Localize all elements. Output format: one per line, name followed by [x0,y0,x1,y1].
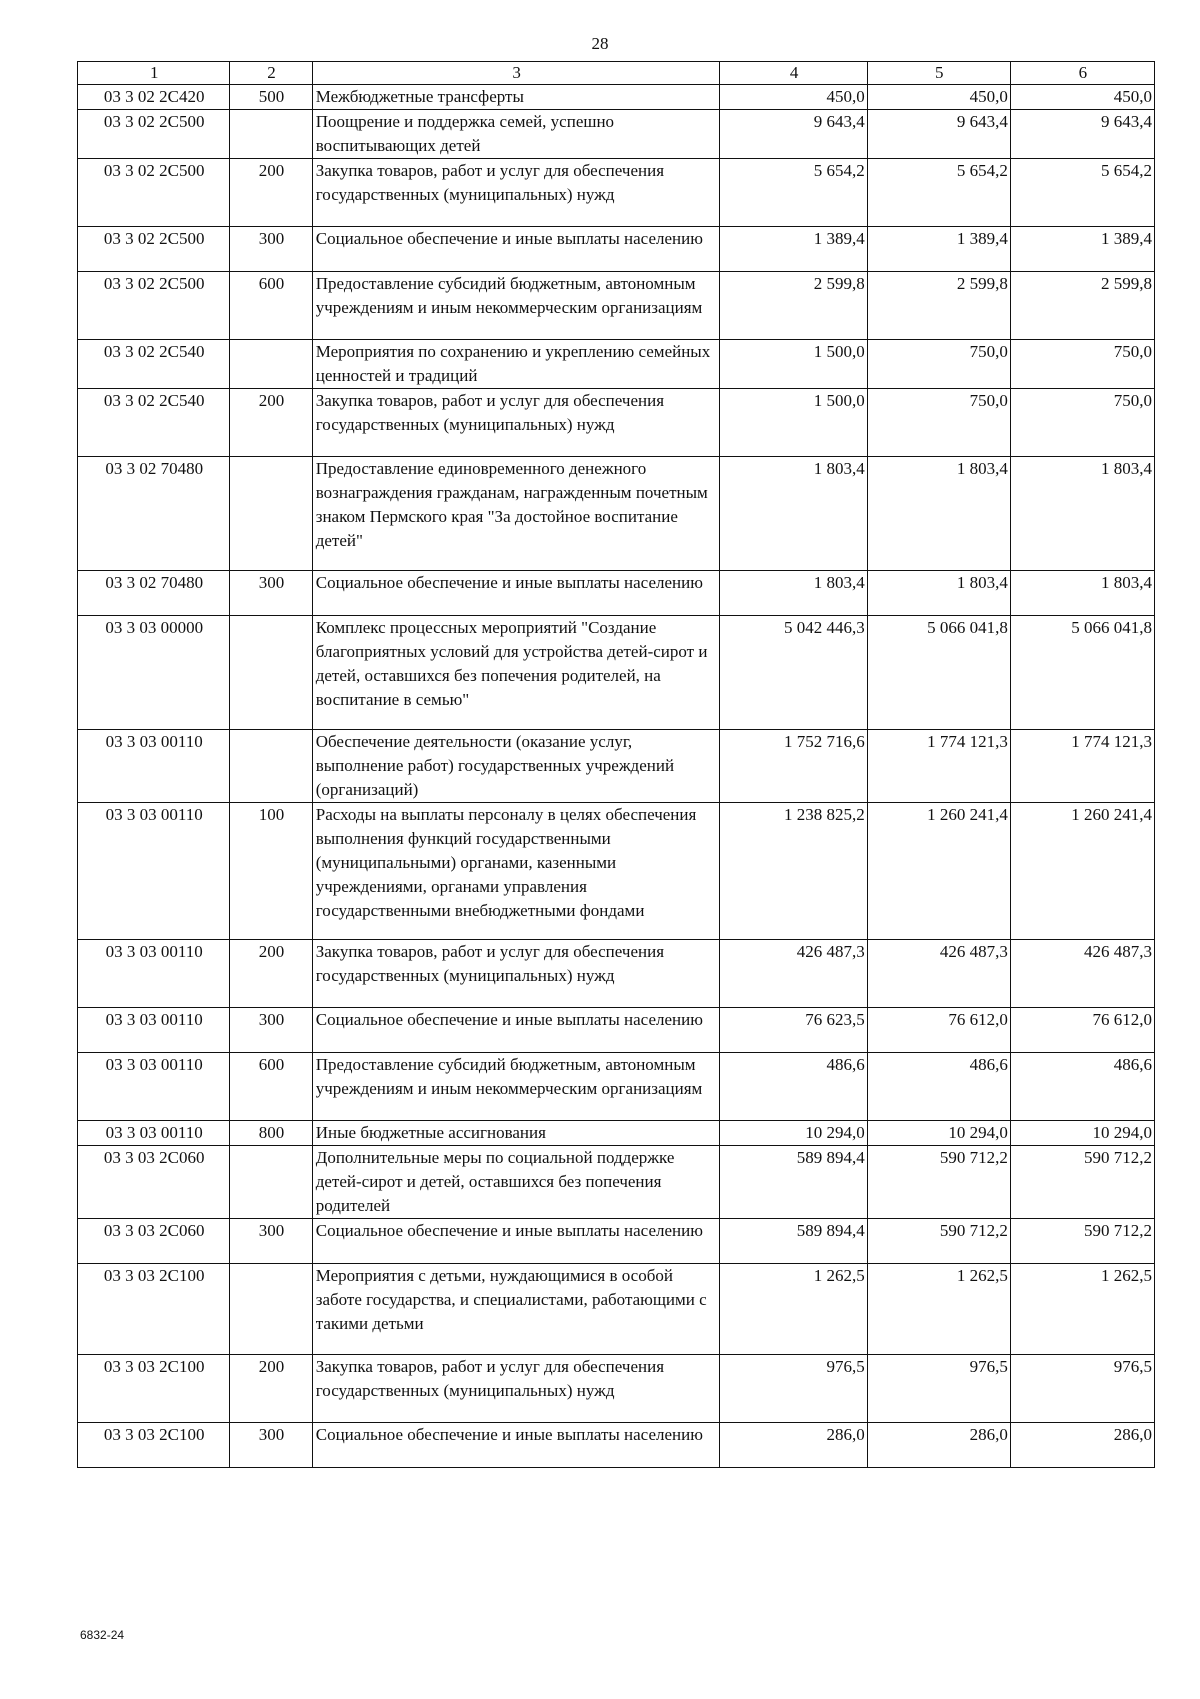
amount-col6-cell: 750,0 [1010,389,1154,457]
amount-col4-cell: 2 599,8 [720,272,867,340]
amount-col6-cell: 590 712,2 [1010,1146,1154,1219]
table-row [78,110,1155,159]
amount-col5-cell: 750,0 [867,389,1010,457]
amount-col5-cell: 1 389,4 [867,227,1010,272]
amount-col6-cell: 450,0 [1010,85,1154,110]
amount-col5-cell: 590 712,2 [867,1146,1010,1219]
amount-col6-cell: 426 487,3 [1010,940,1154,1008]
budget-code-cell: 03 3 02 2С540 [78,389,230,457]
expense-type-cell: 600 [230,272,312,340]
item-name-cell: Расходы на выплаты персоналу в целях обеспечения выполнения функций государственными (муниципальными) органами, казенными учреждениями, органами управления государственными внебюджетными фондами [312,803,720,940]
column-header: 2 [230,62,312,85]
amount-col5-cell: 2 599,8 [867,272,1010,340]
table-row [78,159,1155,227]
amount-col6-cell: 590 712,2 [1010,1219,1154,1264]
column-header: 6 [1010,62,1154,85]
amount-col4-cell: 286,0 [720,1423,867,1468]
amount-col4-cell: 76 623,5 [720,1008,867,1053]
expense-type-cell: 300 [230,227,312,272]
table-row [78,227,1155,272]
amount-col6-cell: 10 294,0 [1010,1121,1154,1146]
amount-col5-cell: 76 612,0 [867,1008,1010,1053]
amount-col6-cell: 1 260 241,4 [1010,803,1154,940]
amount-col5-cell: 750,0 [867,340,1010,389]
amount-col6-cell: 750,0 [1010,340,1154,389]
amount-col4-cell: 9 643,4 [720,110,867,159]
budget-code-cell: 03 3 03 2С060 [78,1219,230,1264]
expense-type-cell: 300 [230,571,312,616]
budget-code-cell: 03 3 03 00110 [78,803,230,940]
table-row [78,1423,1155,1468]
expense-type-cell [230,1264,312,1355]
item-name-cell: Социальное обеспечение и иные выплаты населению [312,1008,720,1053]
table-row [78,340,1155,389]
amount-col4-cell: 1 803,4 [720,457,867,571]
expense-type-cell [230,340,312,389]
amount-col6-cell: 1 803,4 [1010,457,1154,571]
table-row [78,1008,1155,1053]
amount-col6-cell: 2 599,8 [1010,272,1154,340]
expense-type-cell: 300 [230,1219,312,1264]
amount-col5-cell: 1 774 121,3 [867,730,1010,803]
expense-type-cell [230,110,312,159]
expense-type-cell [230,1146,312,1219]
item-name-cell: Межбюджетные трансферты [312,85,720,110]
budget-code-cell: 03 3 03 2С100 [78,1264,230,1355]
table-row [78,1146,1155,1219]
document-code: 6832-24 [80,1628,125,1642]
budget-table [77,61,1155,1468]
expense-type-cell: 200 [230,389,312,457]
amount-col6-cell: 1 389,4 [1010,227,1154,272]
item-name-cell: Поощрение и поддержка семей, успешно воспитывающих детей [312,110,720,159]
expense-type-cell: 800 [230,1121,312,1146]
amount-col4-cell: 450,0 [720,85,867,110]
item-name-cell: Обеспечение деятельности (оказание услуг, выполнение работ) государственных учреждений (организаций) [312,730,720,803]
budget-code-cell: 03 3 02 2С500 [78,110,230,159]
amount-col5-cell: 9 643,4 [867,110,1010,159]
item-name-cell: Мероприятия по сохранению и укреплению семейных ценностей и традиций [312,340,720,389]
table-row [78,940,1155,1008]
budget-code-cell: 03 3 02 2С540 [78,340,230,389]
budget-code-cell: 03 3 03 00110 [78,940,230,1008]
item-name-cell: Социальное обеспечение и иные выплаты населению [312,571,720,616]
table-row [78,1219,1155,1264]
amount-col4-cell: 1 262,5 [720,1264,867,1355]
item-name-cell: Закупка товаров, работ и услуг для обеспечения государственных (муниципальных) нужд [312,1355,720,1423]
amount-col5-cell: 5 066 041,8 [867,616,1010,730]
item-name-cell: Закупка товаров, работ и услуг для обеспечения государственных (муниципальных) нужд [312,940,720,1008]
table-row [78,457,1155,571]
item-name-cell: Мероприятия с детьми, нуждающимися в особой заботе государства, и специалистами, работающими с такими детьми [312,1264,720,1355]
expense-type-cell: 100 [230,803,312,940]
expense-type-cell: 500 [230,85,312,110]
item-name-cell: Социальное обеспечение и иные выплаты населению [312,1423,720,1468]
table-row [78,1121,1155,1146]
budget-code-cell: 03 3 03 00110 [78,1053,230,1121]
amount-col4-cell: 976,5 [720,1355,867,1423]
item-name-cell: Предоставление субсидий бюджетным, автономным учреждениям и иным некоммерческим организациям [312,272,720,340]
expense-type-cell: 300 [230,1008,312,1053]
item-name-cell: Иные бюджетные ассигнования [312,1121,720,1146]
table-row [78,272,1155,340]
budget-code-cell: 03 3 03 2С100 [78,1423,230,1468]
amount-col6-cell: 1 803,4 [1010,571,1154,616]
amount-col5-cell: 426 487,3 [867,940,1010,1008]
amount-col4-cell: 1 500,0 [720,340,867,389]
amount-col4-cell: 1 752 716,6 [720,730,867,803]
item-name-cell: Социальное обеспечение и иные выплаты населению [312,1219,720,1264]
table-row [78,1355,1155,1423]
budget-code-cell: 03 3 03 00110 [78,1121,230,1146]
table-row [78,1264,1155,1355]
table-row [78,616,1155,730]
budget-code-cell: 03 3 02 2С500 [78,159,230,227]
amount-col4-cell: 1 803,4 [720,571,867,616]
amount-col5-cell: 590 712,2 [867,1219,1010,1264]
item-name-cell: Предоставление единовременного денежного вознаграждения гражданам, награжденным почетным знаком Пермского края "За достойное воспитание детей" [312,457,720,571]
amount-col6-cell: 486,6 [1010,1053,1154,1121]
budget-code-cell: 03 3 03 00110 [78,1008,230,1053]
budget-code-cell: 03 3 02 70480 [78,571,230,616]
column-header: 4 [720,62,867,85]
table-row [78,571,1155,616]
column-header: 3 [312,62,720,85]
amount-col4-cell: 1 389,4 [720,227,867,272]
amount-col5-cell: 286,0 [867,1423,1010,1468]
amount-col4-cell: 486,6 [720,1053,867,1121]
item-name-cell: Социальное обеспечение и иные выплаты населению [312,227,720,272]
amount-col5-cell: 976,5 [867,1355,1010,1423]
expense-type-cell: 600 [230,1053,312,1121]
budget-code-cell: 03 3 02 2С500 [78,227,230,272]
amount-col6-cell: 976,5 [1010,1355,1154,1423]
column-header: 5 [867,62,1010,85]
budget-code-cell: 03 3 02 70480 [78,457,230,571]
amount-col5-cell: 450,0 [867,85,1010,110]
table-row [78,85,1155,110]
amount-col5-cell: 5 654,2 [867,159,1010,227]
amount-col6-cell: 76 612,0 [1010,1008,1154,1053]
column-header: 1 [78,62,230,85]
table-row [78,730,1155,803]
amount-col6-cell: 5 066 041,8 [1010,616,1154,730]
amount-col5-cell: 1 803,4 [867,571,1010,616]
expense-type-cell: 200 [230,1355,312,1423]
item-name-cell: Комплекс процессных мероприятий "Создание благоприятных условий для устройства детей-сирот и детей, оставшихся без попечения родителей, на воспитание в семью" [312,616,720,730]
amount-col6-cell: 5 654,2 [1010,159,1154,227]
amount-col5-cell: 1 262,5 [867,1264,1010,1355]
budget-code-cell: 03 3 03 2С060 [78,1146,230,1219]
amount-col5-cell: 486,6 [867,1053,1010,1121]
page-number: 28 [591,34,609,53]
expense-type-cell [230,730,312,803]
table-row [78,1053,1155,1121]
item-name-cell: Закупка товаров, работ и услуг для обеспечения государственных (муниципальных) нужд [312,389,720,457]
amount-col4-cell: 589 894,4 [720,1146,867,1219]
expense-type-cell: 200 [230,940,312,1008]
budget-code-cell: 03 3 03 00110 [78,730,230,803]
amount-col4-cell: 589 894,4 [720,1219,867,1264]
table-body [78,85,1155,1468]
expense-type-cell [230,457,312,571]
column-number-row [78,62,1155,85]
item-name-cell: Дополнительные меры по социальной поддержке детей-сирот и детей, оставшихся без попечения родителей [312,1146,720,1219]
expense-type-cell: 200 [230,159,312,227]
amount-col4-cell: 5 042 446,3 [720,616,867,730]
amount-col4-cell: 426 487,3 [720,940,867,1008]
expense-type-cell [230,616,312,730]
budget-code-cell: 03 3 02 2С420 [78,85,230,110]
amount-col6-cell: 9 643,4 [1010,110,1154,159]
amount-col6-cell: 286,0 [1010,1423,1154,1468]
amount-col4-cell: 10 294,0 [720,1121,867,1146]
budget-code-cell: 03 3 03 2С100 [78,1355,230,1423]
amount-col4-cell: 5 654,2 [720,159,867,227]
budget-code-cell: 03 3 03 00000 [78,616,230,730]
amount-col6-cell: 1 774 121,3 [1010,730,1154,803]
item-name-cell: Закупка товаров, работ и услуг для обеспечения государственных (муниципальных) нужд [312,159,720,227]
table-row [78,389,1155,457]
amount-col5-cell: 1 260 241,4 [867,803,1010,940]
amount-col4-cell: 1 500,0 [720,389,867,457]
amount-col5-cell: 10 294,0 [867,1121,1010,1146]
budget-code-cell: 03 3 02 2С500 [78,272,230,340]
amount-col4-cell: 1 238 825,2 [720,803,867,940]
item-name-cell: Предоставление субсидий бюджетным, автономным учреждениям и иным некоммерческим организациям [312,1053,720,1121]
amount-col5-cell: 1 803,4 [867,457,1010,571]
expense-type-cell: 300 [230,1423,312,1468]
table-row [78,803,1155,940]
amount-col6-cell: 1 262,5 [1010,1264,1154,1355]
